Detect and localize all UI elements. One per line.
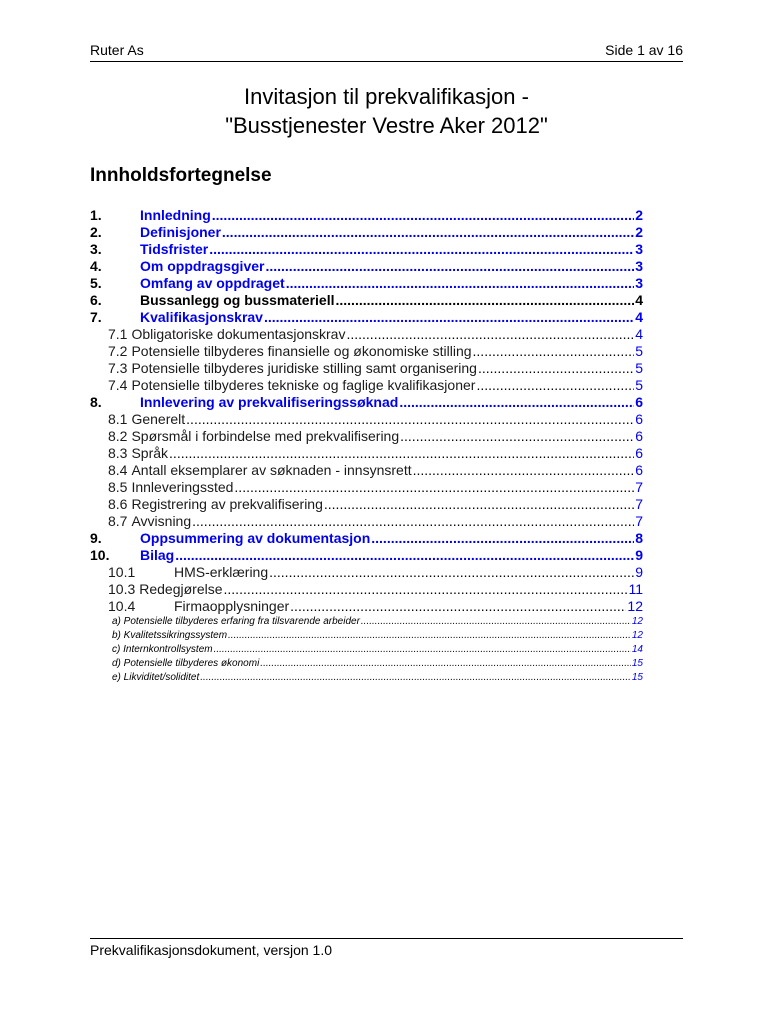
toc-entry[interactable]: [90, 292, 643, 309]
toc-entry[interactable]: [90, 629, 643, 643]
toc-entry-label[interactable]: Omfang av oppdraget: [140, 275, 285, 291]
toc-entry-label[interactable]: d) Potensielle tilbyderes økonomi: [112, 658, 260, 669]
toc-entry-page[interactable]: 3: [635, 258, 643, 274]
toc-entry[interactable]: [90, 530, 643, 547]
toc-entry-page[interactable]: 6: [635, 394, 643, 410]
toc-entry[interactable]: [90, 207, 643, 224]
toc-entry-label[interactable]: HMS-erklæring: [174, 564, 269, 580]
toc-leader-dots: [234, 479, 634, 496]
toc-entry-page[interactable]: 6: [635, 445, 643, 461]
toc-entry-number: 6.: [90, 292, 102, 308]
toc-leader-dots: [476, 377, 634, 394]
toc-entry[interactable]: [90, 657, 643, 671]
toc-entry[interactable]: [90, 513, 643, 530]
toc-entry-label[interactable]: a) Potensielle tilbyderes erfaring fra tilsvarende arbeider: [112, 616, 360, 627]
toc-entry-label[interactable]: Innlevering av prekvalifiseringssøknad: [140, 394, 399, 410]
toc-entry-page[interactable]: 14: [631, 644, 643, 655]
toc-entry[interactable]: [90, 258, 643, 275]
toc-entry-number: 8.7: [108, 513, 128, 529]
toc-entry-page[interactable]: 2: [635, 224, 643, 240]
toc-entry[interactable]: [90, 360, 643, 377]
toc-entry-label[interactable]: Bilag: [140, 547, 175, 563]
toc-entry-number: 7.2: [108, 343, 128, 359]
toc-entry-page[interactable]: 12: [631, 630, 643, 641]
document-title: [90, 82, 683, 140]
toc-entry-number: 9.: [90, 530, 102, 546]
toc-entry-label[interactable]: Kvalifikasjonskrav: [140, 309, 263, 325]
toc-entry-page[interactable]: 6: [635, 411, 643, 427]
toc-entry[interactable]: [90, 377, 643, 394]
toc-leader-dots: [346, 326, 634, 343]
toc-entry[interactable]: [90, 462, 643, 479]
toc-entry-label[interactable]: Språk: [131, 445, 169, 461]
toc-entry-page[interactable]: 5: [635, 377, 643, 393]
table-of-contents: [90, 207, 643, 685]
toc-leader-dots: [200, 671, 631, 685]
toc-leader-dots: [371, 530, 634, 547]
toc-entry-label[interactable]: Potensielle tilbyderes juridiske stilling samt organisering: [131, 360, 477, 376]
toc-entry-page[interactable]: 3: [635, 275, 643, 291]
toc-entry-number: 8.5: [108, 479, 128, 495]
toc-entry-label[interactable]: Avvisning: [131, 513, 192, 529]
toc-entry[interactable]: [90, 564, 643, 581]
toc-entry-label[interactable]: b) Kvalitetssikringssystem: [112, 630, 228, 641]
toc-entry-number: 7.1: [108, 326, 128, 342]
toc-entry-label[interactable]: Potensielle tilbyderes finansielle og økonomiske stilling: [131, 343, 472, 359]
toc-entry[interactable]: [90, 224, 643, 241]
toc-entry-number: 7.4: [108, 377, 128, 393]
toc-entry[interactable]: [90, 326, 643, 343]
toc-leader-dots: [265, 258, 634, 275]
toc-leader-dots: [361, 615, 631, 629]
toc-leader-dots: [399, 394, 634, 411]
toc-entry[interactable]: [90, 411, 643, 428]
toc-entry[interactable]: [90, 671, 643, 685]
header-page-number: Side 1 av 16: [605, 42, 683, 58]
toc-entry-label[interactable]: Spørsmål i forbindelse med prekvalifisering: [131, 428, 400, 444]
toc-entry[interactable]: [90, 241, 643, 258]
toc-leader-dots: [473, 343, 635, 360]
toc-entry-label[interactable]: Firmaopplysninger: [174, 598, 290, 614]
toc-entry-page[interactable]: 9: [635, 547, 643, 563]
page-header: [90, 42, 683, 62]
toc-entry-label[interactable]: Oppsummering av dokumentasjon: [140, 530, 371, 546]
toc-leader-dots: [224, 581, 628, 598]
toc-entry-page[interactable]: 12: [631, 616, 643, 627]
toc-entry-label[interactable]: Definisjoner: [140, 224, 221, 240]
toc-entry[interactable]: [90, 598, 643, 615]
toc-leader-dots: [214, 643, 631, 657]
toc-entry-page[interactable]: 6: [635, 428, 643, 444]
toc-entry-label[interactable]: Redegjørelse: [139, 581, 223, 597]
toc-leader-dots: [175, 547, 634, 564]
toc-entry-number: 10.4: [108, 598, 136, 614]
toc-entry-label[interactable]: Antall eksemplarer av søknaden - innsynsrett: [131, 462, 412, 478]
toc-entry-page[interactable]: 9: [635, 564, 643, 580]
toc-leader-dots: [260, 657, 631, 671]
toc-entry-page[interactable]: 15: [631, 672, 643, 683]
toc-entry-number: 8.2: [108, 428, 128, 444]
page-footer: Prekvalifikasjonsdokument, versjon 1.0: [90, 938, 683, 958]
toc-entry-number: 8.4: [108, 462, 128, 478]
toc-leader-dots: [209, 241, 634, 258]
toc-entry-number: 7.3: [108, 360, 128, 376]
toc-entry-page[interactable]: 2: [635, 207, 643, 223]
toc-leader-dots: [192, 513, 634, 530]
toc-entry-page[interactable]: 4: [635, 326, 643, 342]
toc-entry-page[interactable]: 5: [635, 343, 643, 359]
toc-entry[interactable]: [90, 615, 643, 629]
toc-entry-number: 10.3: [108, 581, 136, 597]
toc-leader-dots: [222, 224, 634, 241]
toc-entry-page[interactable]: 8: [635, 530, 643, 546]
toc-entry-number: 8.: [90, 394, 102, 410]
toc-entry-page[interactable]: 15: [631, 658, 643, 669]
toc-entry[interactable]: [90, 479, 643, 496]
toc-entry-label[interactable]: Generelt: [131, 411, 186, 427]
toc-entry[interactable]: [90, 547, 643, 564]
header-company: Ruter As: [90, 42, 144, 58]
toc-entry-number: 8.3: [108, 445, 128, 461]
toc-leader-dots: [169, 445, 634, 462]
toc-leader-dots: [324, 496, 634, 513]
toc-entry-page[interactable]: 7: [635, 513, 643, 529]
toc-entry-number: 4.: [90, 258, 102, 274]
toc-entry-page[interactable]: 4: [635, 309, 643, 325]
toc-entry-number: 2.: [90, 224, 102, 240]
toc-entry-page[interactable]: 6: [635, 462, 643, 478]
toc-leader-dots: [212, 207, 634, 224]
toc-leader-dots: [336, 292, 635, 309]
toc-entry-label[interactable]: Innleveringssted: [131, 479, 234, 495]
toc-entry-number: 5.: [90, 275, 102, 291]
toc-leader-dots: [286, 275, 635, 292]
toc-entry-label[interactable]: Tidsfrister: [140, 241, 209, 257]
toc-entry-page[interactable]: 3: [635, 241, 643, 257]
toc-entry[interactable]: [90, 643, 643, 657]
toc-entry-page[interactable]: 11: [628, 581, 643, 597]
toc-leader-dots: [400, 428, 634, 445]
toc-entry-label[interactable]: e) Likviditet/soliditet: [112, 672, 200, 683]
toc-heading: Innholdsfortegnelse: [90, 165, 272, 186]
toc-leader-dots: [413, 462, 635, 479]
toc-entry-number: 10.1: [108, 564, 136, 580]
toc-entry[interactable]: [90, 581, 643, 598]
toc-entry-page[interactable]: 5: [635, 360, 643, 376]
toc-entry[interactable]: [90, 343, 643, 360]
toc-entry-number: 8.6: [108, 496, 128, 512]
toc-entry-label[interactable]: Om oppdragsgiver: [140, 258, 265, 274]
title-line-1: Invitasjon til prekvalifikasjon -: [244, 84, 529, 109]
title-line-2: "Busstjenester Vestre Aker 2012": [225, 113, 548, 138]
toc-entry-number: 8.1: [108, 411, 128, 427]
toc-entry-label[interactable]: Obligatoriske dokumentasjonskrav: [131, 326, 346, 342]
toc-entry-number: 1.: [90, 207, 102, 223]
toc-entry-page[interactable]: 7: [635, 496, 643, 512]
toc-entry-page[interactable]: 7: [635, 479, 643, 495]
toc-entry-page[interactable]: 12: [627, 598, 643, 614]
toc-leader-dots: [264, 309, 634, 326]
toc-leader-dots: [478, 360, 634, 377]
toc-entry-label[interactable]: Potensielle tilbyderes tekniske og faglige kvalifikasjoner: [131, 377, 476, 393]
toc-entry-label[interactable]: c) Internkontrollsystem: [112, 644, 213, 655]
toc-entry[interactable]: [90, 275, 643, 292]
toc-leader-dots: [269, 564, 634, 581]
toc-entry-number: 3.: [90, 241, 102, 257]
toc-entry[interactable]: [90, 496, 643, 513]
toc-entry-number: 10.: [90, 547, 110, 563]
toc-entry-label[interactable]: Registrering av prekvalifisering: [131, 496, 323, 512]
toc-entry-label[interactable]: Innledning: [140, 207, 211, 223]
toc-leader-dots: [186, 411, 634, 428]
toc-entry[interactable]: [90, 394, 643, 411]
toc-entry-page[interactable]: 4: [635, 292, 643, 308]
toc-entry-label[interactable]: Bussanlegg og bussmateriell: [140, 292, 335, 308]
toc-entry-number: 7.: [90, 309, 102, 325]
toc-entry[interactable]: [90, 428, 643, 445]
toc-leader-dots: [290, 598, 626, 615]
toc-leader-dots: [228, 629, 631, 643]
toc-entry[interactable]: [90, 445, 643, 462]
toc-entry[interactable]: [90, 309, 643, 326]
